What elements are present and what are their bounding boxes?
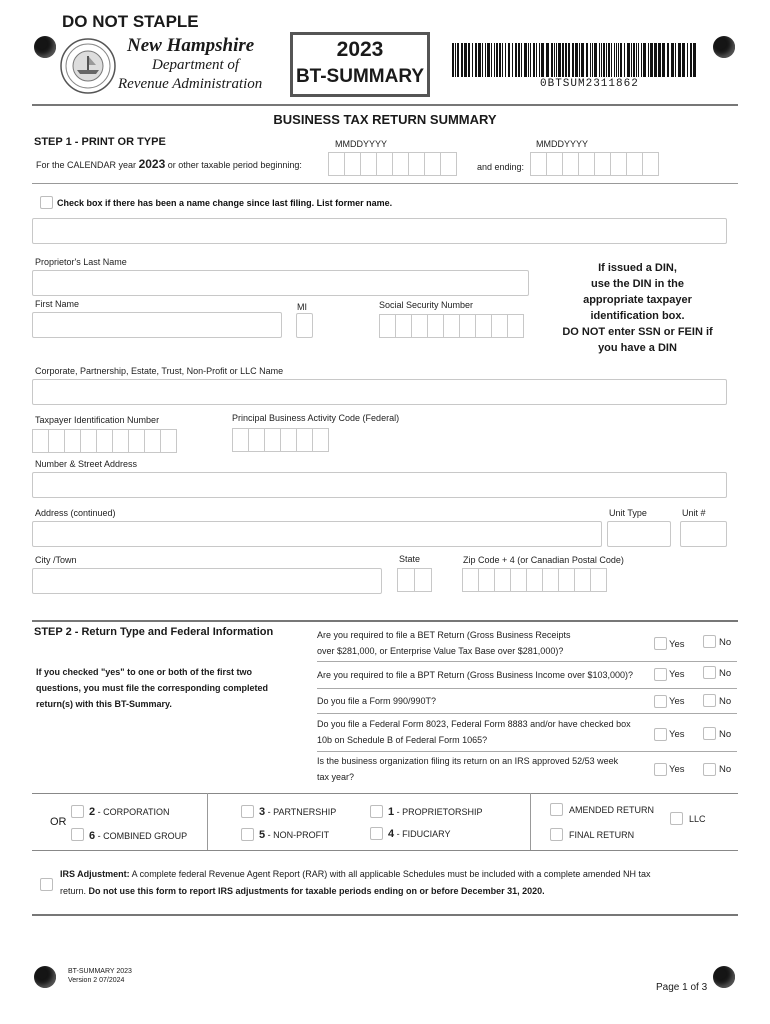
barcode-bar bbox=[690, 43, 692, 77]
barcode-bar bbox=[572, 43, 574, 77]
amended-return-checkbox[interactable] bbox=[550, 803, 563, 816]
and-ending-label: and ending: bbox=[477, 162, 525, 172]
char-cell[interactable] bbox=[128, 429, 145, 453]
tin-label: Taxpayer Identification Number bbox=[35, 415, 160, 425]
q1-no-label: No bbox=[719, 637, 732, 648]
partnership-number: 3 bbox=[259, 806, 266, 818]
barcode-bar bbox=[491, 43, 492, 77]
barcode-text: 0BTSUM2311862 bbox=[540, 78, 639, 90]
barcode bbox=[452, 43, 697, 77]
barcode-bar bbox=[638, 43, 639, 77]
question-5 bbox=[317, 753, 618, 785]
do-not-staple: DO NOT STAPLE bbox=[62, 12, 199, 31]
char-cell[interactable] bbox=[478, 568, 495, 592]
char-cell[interactable] bbox=[530, 152, 547, 176]
unit-number-input[interactable] bbox=[680, 521, 727, 547]
char-cell[interactable] bbox=[96, 429, 113, 453]
types-vertical-divider bbox=[207, 793, 208, 850]
char-cell[interactable] bbox=[562, 152, 579, 176]
char-cell[interactable] bbox=[144, 429, 161, 453]
barcode-bar bbox=[457, 43, 459, 77]
char-cell[interactable] bbox=[408, 152, 425, 176]
barcode-bar bbox=[606, 43, 607, 77]
char-cell[interactable] bbox=[392, 152, 409, 176]
barcode-bar bbox=[502, 43, 503, 77]
q4-no-checkbox[interactable] bbox=[703, 727, 716, 740]
combined-group-label bbox=[89, 830, 187, 842]
q4-yes-checkbox[interactable] bbox=[654, 728, 667, 741]
corp-name-input[interactable] bbox=[32, 379, 727, 405]
char-cell[interactable] bbox=[491, 314, 508, 338]
fiduciary-text: - FIDUCIARY bbox=[394, 829, 451, 839]
char-cell[interactable] bbox=[590, 568, 607, 592]
barcode-bar bbox=[586, 43, 588, 77]
barcode-bar bbox=[541, 43, 544, 77]
barcode-bar bbox=[636, 43, 637, 77]
irs-adjustment-prefix: return. bbox=[60, 886, 89, 896]
step2-note-line: return(s) with this BT-Summary. bbox=[36, 699, 172, 709]
barcode-bar bbox=[662, 43, 665, 77]
types-divider-bottom bbox=[32, 850, 738, 851]
barcode-bar bbox=[678, 43, 681, 77]
barcode-bar bbox=[512, 43, 513, 77]
char-cell[interactable] bbox=[558, 568, 575, 592]
zip-label: Zip Code + 4 (or Canadian Postal Code) bbox=[463, 555, 624, 565]
char-cell[interactable] bbox=[312, 428, 329, 452]
barcode-bar bbox=[614, 43, 615, 77]
barcode-bar bbox=[499, 43, 501, 77]
barcode-bar bbox=[658, 43, 661, 77]
barcode-bar bbox=[682, 43, 685, 77]
char-cell[interactable] bbox=[642, 152, 659, 176]
corporation-text: - CORPORATION bbox=[95, 807, 170, 817]
fiduciary-number: 4 bbox=[388, 828, 395, 840]
divider-1 bbox=[32, 183, 738, 184]
barcode-bar bbox=[533, 43, 535, 77]
name-change-checkbox[interactable] bbox=[40, 196, 53, 209]
proprietorship-checkbox[interactable] bbox=[370, 805, 383, 818]
barcode-bar bbox=[579, 43, 580, 77]
calendar-line bbox=[36, 157, 302, 171]
period-begin-date-input[interactable] bbox=[328, 152, 456, 176]
barcode-bar bbox=[568, 43, 570, 77]
city-label: City /Town bbox=[35, 555, 77, 565]
registration-mark-bottom-left bbox=[34, 966, 56, 988]
first-name-input[interactable] bbox=[32, 312, 282, 338]
barcode-bar bbox=[592, 43, 593, 77]
barcode-bar bbox=[627, 43, 630, 77]
barcode-bar bbox=[562, 43, 564, 77]
barcode-bar bbox=[478, 43, 481, 77]
barcode-bar bbox=[455, 43, 456, 77]
barcode-bar bbox=[487, 43, 490, 77]
char-cell[interactable] bbox=[626, 152, 643, 176]
first-name-label: First Name bbox=[35, 299, 80, 309]
street-label: Number & Street Address bbox=[35, 459, 138, 469]
barcode-bar bbox=[546, 43, 549, 77]
barcode-bar bbox=[521, 43, 522, 77]
step2-heading: STEP 2 - Return Type and Federal Information bbox=[34, 626, 274, 638]
barcode-bar bbox=[472, 43, 473, 77]
char-cell[interactable] bbox=[160, 429, 177, 453]
proprietor-last-name-input[interactable] bbox=[32, 270, 529, 296]
irs-adjustment-text bbox=[60, 866, 720, 900]
pba-input[interactable] bbox=[232, 428, 328, 452]
barcode-bar bbox=[581, 43, 584, 77]
barcode-bar bbox=[687, 43, 688, 77]
barcode-bar bbox=[631, 43, 632, 77]
barcode-bar bbox=[461, 43, 463, 77]
char-cell[interactable] bbox=[296, 428, 313, 452]
partnership-checkbox[interactable] bbox=[241, 805, 254, 818]
char-cell[interactable] bbox=[443, 314, 460, 338]
fiduciary-checkbox[interactable] bbox=[370, 827, 383, 840]
barcode-bar bbox=[611, 43, 612, 77]
name-change-label: Check box if there has been a name change since last filing. List former name. bbox=[57, 198, 393, 208]
mi-input[interactable] bbox=[296, 313, 313, 338]
question-divider bbox=[317, 751, 737, 752]
barcode-bar bbox=[496, 43, 498, 77]
or-label: OR bbox=[50, 816, 67, 828]
step2-divider bbox=[32, 620, 738, 622]
form-name: BT-SUMMARY bbox=[295, 66, 425, 87]
step2-note bbox=[36, 664, 268, 712]
barcode-bar bbox=[599, 43, 600, 77]
barcode-bar bbox=[468, 43, 470, 77]
barcode-bar bbox=[650, 43, 653, 77]
llc-label: LLC bbox=[689, 814, 706, 824]
combined-group-number: 6 bbox=[89, 830, 96, 842]
q5-yes-label: Yes bbox=[669, 764, 685, 775]
barcode-bar bbox=[565, 43, 567, 77]
char-cell[interactable] bbox=[510, 568, 527, 592]
question-5-line: tax year? bbox=[317, 772, 355, 782]
types-divider-top bbox=[32, 793, 738, 794]
char-cell[interactable] bbox=[64, 429, 81, 453]
question-3-line: Do you file a Form 990/990T? bbox=[317, 696, 437, 706]
din-note-line: appropriate taxpayer bbox=[583, 294, 692, 306]
question-divider bbox=[317, 688, 737, 689]
corporation-number: 2 bbox=[89, 806, 96, 818]
barcode-bar bbox=[616, 43, 617, 77]
period-end-date-input[interactable] bbox=[530, 152, 658, 176]
footer-version: Version 2 07/2024 bbox=[68, 977, 125, 984]
question-2-line: Are you required to file a BPT Return (Gross Business Income over $103,000)? bbox=[317, 670, 633, 680]
proprietorship-text: - PROPRIETORSHIP bbox=[394, 807, 483, 817]
question-3 bbox=[317, 693, 436, 709]
partnership-label bbox=[259, 806, 336, 818]
char-cell[interactable] bbox=[328, 152, 345, 176]
header-divider bbox=[32, 104, 738, 106]
char-cell[interactable] bbox=[280, 428, 297, 452]
char-cell[interactable] bbox=[80, 429, 97, 453]
final-return-checkbox[interactable] bbox=[550, 828, 563, 841]
q1-yes-label: Yes bbox=[669, 639, 685, 650]
amended-return-label: AMENDED RETURN bbox=[569, 805, 655, 815]
barcode-bar bbox=[556, 43, 557, 77]
char-cell[interactable] bbox=[411, 314, 428, 338]
unit-type-input[interactable] bbox=[607, 521, 671, 547]
question-divider bbox=[317, 661, 737, 662]
final-return-label: FINAL RETURN bbox=[569, 830, 635, 840]
question-1-line: Are you required to file a BET Return (Gross Business Receipts bbox=[317, 630, 571, 640]
char-cell[interactable] bbox=[112, 429, 129, 453]
char-cell[interactable] bbox=[542, 568, 559, 592]
state-name: New Hampshire bbox=[127, 35, 255, 56]
department-line1: Department of bbox=[152, 57, 240, 73]
mi-label: MI bbox=[297, 302, 307, 312]
q4-no-label: No bbox=[719, 729, 732, 740]
q5-yes-checkbox[interactable] bbox=[654, 763, 667, 776]
char-cell[interactable] bbox=[546, 152, 563, 176]
ssn-input[interactable] bbox=[379, 314, 523, 338]
barcode-bar bbox=[648, 43, 649, 77]
barcode-bar bbox=[624, 43, 625, 77]
date-format-begin: MMDDYYYY bbox=[335, 139, 388, 149]
char-cell[interactable] bbox=[459, 314, 476, 338]
din-note bbox=[545, 260, 730, 356]
calendar-suffix: or other taxable period beginning: bbox=[167, 160, 302, 170]
non-profit-number: 5 bbox=[259, 829, 266, 841]
q1-yes-checkbox[interactable] bbox=[654, 637, 667, 650]
barcode-bar bbox=[601, 43, 602, 77]
proprietor-last-name-label: Proprietor's Last Name bbox=[35, 257, 127, 267]
corporation-checkbox[interactable] bbox=[71, 805, 84, 818]
footer-form-name: BT-SUMMARY 2023 bbox=[68, 968, 132, 975]
q3-yes-label: Yes bbox=[669, 696, 685, 707]
llc-checkbox[interactable] bbox=[670, 812, 683, 825]
pba-label: Principal Business Activity Code (Federal) bbox=[232, 413, 400, 423]
form-year: 2023 bbox=[336, 38, 384, 61]
char-cell[interactable] bbox=[594, 152, 611, 176]
combined-group-checkbox[interactable] bbox=[71, 828, 84, 841]
registration-mark-bottom-right bbox=[713, 966, 735, 988]
barcode-bar bbox=[485, 43, 486, 77]
fiduciary-label bbox=[388, 828, 450, 840]
department-line2: Revenue Administration bbox=[118, 76, 263, 92]
tin-input[interactable] bbox=[32, 429, 176, 453]
char-cell[interactable] bbox=[526, 568, 543, 592]
q5-no-checkbox[interactable] bbox=[703, 763, 716, 776]
question-4 bbox=[317, 716, 631, 748]
city-input[interactable] bbox=[32, 568, 382, 594]
non-profit-text: - NON-PROFIT bbox=[265, 830, 330, 840]
unit-number-label: Unit # bbox=[682, 508, 706, 518]
barcode-bar bbox=[667, 43, 669, 77]
question-5-line: Is the business organization filing its return on an IRS approved 52/53 week bbox=[317, 756, 619, 766]
calendar-prefix: For the CALENDAR year bbox=[36, 160, 137, 170]
corporation-label bbox=[89, 806, 169, 818]
barcode-bar bbox=[464, 43, 467, 77]
char-cell[interactable] bbox=[578, 152, 595, 176]
unit-type-label: Unit Type bbox=[609, 508, 647, 518]
irs-divider bbox=[32, 914, 738, 916]
barcode-bar bbox=[633, 43, 635, 77]
barcode-bar bbox=[693, 43, 696, 77]
barcode-bar bbox=[603, 43, 605, 77]
barcode-bar bbox=[494, 43, 495, 77]
proprietorship-number: 1 bbox=[388, 806, 395, 818]
barcode-bar bbox=[536, 43, 537, 77]
zip-input[interactable] bbox=[462, 568, 606, 592]
irs-adjustment-label: IRS Adjustment: bbox=[60, 869, 130, 879]
barcode-bar bbox=[575, 43, 578, 77]
char-cell[interactable] bbox=[360, 152, 377, 176]
irs-adjustment-text1: A complete federal Revenue Agent Report (RAR) with all applicable Schedules must be included with a complete amended NH tax bbox=[129, 869, 651, 879]
question-4-line: Do you file a Federal Form 8023, Federal Form 8883 and/or have checked box bbox=[317, 719, 631, 729]
q2-no-checkbox[interactable] bbox=[703, 666, 716, 679]
char-cell[interactable] bbox=[397, 568, 415, 592]
q3-yes-checkbox[interactable] bbox=[654, 695, 667, 708]
barcode-bar bbox=[508, 43, 510, 77]
registration-mark-top-left bbox=[34, 36, 56, 58]
combined-group-text: - COMBINED GROUP bbox=[95, 831, 188, 841]
nh-seal-logo bbox=[60, 38, 116, 94]
barcode-bar bbox=[530, 43, 531, 77]
q2-yes-checkbox[interactable] bbox=[654, 668, 667, 681]
barcode-bar bbox=[594, 43, 597, 77]
irs-adjustment-warning: Do not use this form to report IRS adjustments for taxable periods ending on or before December 31, 2020. bbox=[88, 886, 545, 896]
char-cell[interactable] bbox=[395, 314, 412, 338]
char-cell[interactable] bbox=[232, 428, 249, 452]
barcode-bar bbox=[524, 43, 527, 77]
char-cell[interactable] bbox=[379, 314, 396, 338]
step2-note-line: If you checked "yes" to one or both of the first two bbox=[36, 667, 253, 677]
char-cell[interactable] bbox=[507, 314, 524, 338]
address2-input[interactable] bbox=[32, 521, 602, 547]
irs-adjustment-checkbox[interactable] bbox=[40, 878, 53, 891]
form-title: BUSINESS TAX RETURN SUMMARY bbox=[273, 112, 497, 127]
state-input[interactable] bbox=[397, 568, 431, 592]
barcode-bar bbox=[590, 43, 591, 77]
q5-no-label: No bbox=[719, 764, 732, 775]
barcode-bar bbox=[452, 43, 454, 77]
question-4-line: 10b on Schedule B of Federal Form 1065? bbox=[317, 735, 488, 745]
former-name-input[interactable] bbox=[32, 218, 727, 244]
question-2 bbox=[317, 667, 633, 683]
q3-no-checkbox[interactable] bbox=[703, 694, 716, 707]
step2-note-line: questions, you must file the corresponding completed bbox=[36, 683, 269, 693]
question-1 bbox=[317, 627, 570, 659]
irs-adjustment-line2 bbox=[60, 883, 720, 900]
non-profit-checkbox[interactable] bbox=[241, 828, 254, 841]
types-vertical-divider bbox=[530, 793, 531, 850]
char-cell[interactable] bbox=[574, 568, 591, 592]
calendar-year: 2023 bbox=[138, 157, 166, 171]
non-profit-label bbox=[259, 829, 329, 841]
state-label: State bbox=[399, 554, 421, 564]
barcode-bar bbox=[643, 43, 646, 77]
partnership-text: - PARTNERSHIP bbox=[265, 807, 337, 817]
question-1-line: over $281,000, or Enterprise Value Tax Base over $281,000)? bbox=[317, 646, 564, 656]
page-number: Page 1 of 3 bbox=[656, 982, 708, 993]
q4-yes-label: Yes bbox=[669, 729, 685, 740]
barcode-bar bbox=[475, 43, 477, 77]
barcode-bar bbox=[505, 43, 506, 77]
char-cell[interactable] bbox=[414, 568, 432, 592]
address2-label: Address (continued) bbox=[35, 508, 116, 518]
barcode-bar bbox=[654, 43, 657, 77]
char-cell[interactable] bbox=[475, 314, 492, 338]
barcode-bar bbox=[554, 43, 555, 77]
barcode-bar bbox=[641, 43, 642, 77]
barcode-bar bbox=[608, 43, 610, 77]
barcode-bar bbox=[515, 43, 517, 77]
barcode-bar bbox=[675, 43, 676, 77]
barcode-bar bbox=[539, 43, 540, 77]
barcode-bar bbox=[528, 43, 529, 77]
street-input[interactable] bbox=[32, 472, 727, 498]
char-cell[interactable] bbox=[424, 152, 441, 176]
date-format-end: MMDDYYYY bbox=[536, 139, 589, 149]
din-note-line: identification box. bbox=[590, 310, 685, 322]
barcode-bar bbox=[618, 43, 619, 77]
proprietorship-label bbox=[388, 806, 482, 818]
din-note-line: use the DIN in the bbox=[591, 278, 684, 290]
char-cell[interactable] bbox=[376, 152, 393, 176]
char-cell[interactable] bbox=[48, 429, 65, 453]
char-cell[interactable] bbox=[344, 152, 361, 176]
corp-name-label: Corporate, Partnership, Estate, Trust, Non-Profit or LLC Name bbox=[35, 366, 284, 376]
step1-heading: STEP 1 - PRINT OR TYPE bbox=[34, 136, 166, 148]
q2-yes-label: Yes bbox=[669, 669, 685, 680]
char-cell[interactable] bbox=[462, 568, 479, 592]
barcode-bar bbox=[620, 43, 622, 77]
q2-no-label: No bbox=[719, 668, 732, 679]
question-divider bbox=[317, 713, 737, 714]
barcode-bar bbox=[551, 43, 553, 77]
char-cell[interactable] bbox=[264, 428, 281, 452]
ssn-label: Social Security Number bbox=[379, 300, 474, 310]
q1-no-checkbox[interactable] bbox=[703, 635, 716, 648]
char-cell[interactable] bbox=[427, 314, 444, 338]
barcode-bar bbox=[482, 43, 483, 77]
q3-no-label: No bbox=[719, 696, 732, 707]
char-cell[interactable] bbox=[32, 429, 49, 453]
char-cell[interactable] bbox=[248, 428, 265, 452]
din-note-line: If issued a DIN, bbox=[598, 262, 677, 274]
char-cell[interactable] bbox=[494, 568, 511, 592]
barcode-bar bbox=[518, 43, 520, 77]
barcode-bar bbox=[558, 43, 561, 77]
din-note-line: DO NOT enter SSN or FEIN if bbox=[562, 326, 713, 338]
irs-adjustment-line1 bbox=[60, 866, 720, 883]
registration-mark-top-right bbox=[713, 36, 735, 58]
barcode-bar bbox=[671, 43, 674, 77]
din-note-line: you have a DIN bbox=[598, 342, 677, 354]
char-cell[interactable] bbox=[610, 152, 627, 176]
char-cell[interactable] bbox=[440, 152, 457, 176]
